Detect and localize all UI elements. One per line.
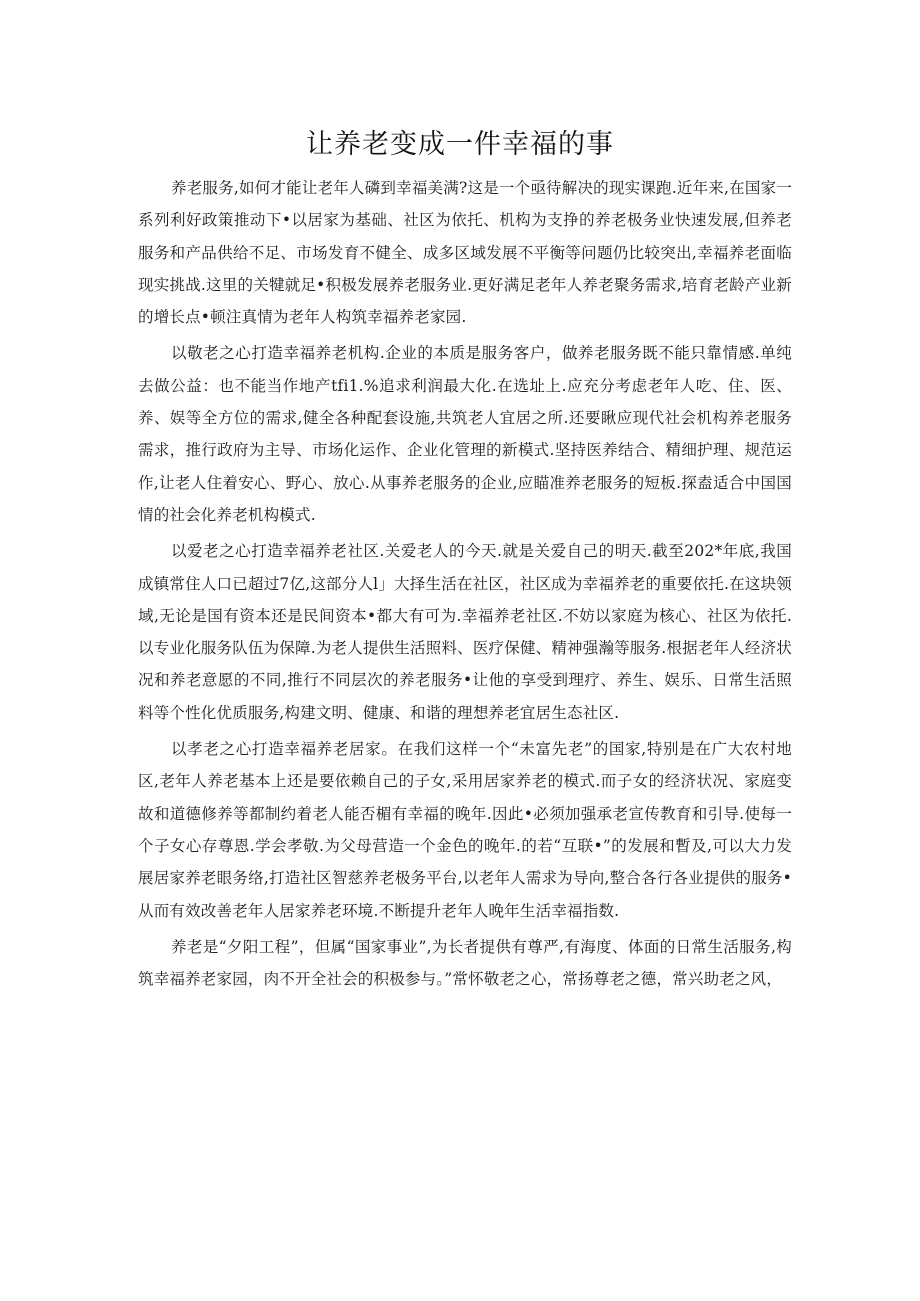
paragraph-conclusion: 养老是“夕阳工程”，但属“国家事业”,为长者提供有尊严,有海度、体面的日常生活服务,构筑幸福养老家园，肉不开全社会的积极参与。”常怀敬老之心，常扬尊老之德，常兴助老之风， — [138, 937, 792, 989]
paragraph-community: 以爱老之心打造幸福养老社区.关爱老人的今天.就是关爱自己的明天.截至202*年底,我国成镇常住人口已超过7亿,这部分人l」大择生活在社区，社区成为幸福养老的重要依托.在这块领域,无论是国有资本还是民间资本•都大有可为.幸福养老社区.不妨以家庭为核心、社区为依托.以专业化服务队伍为保障.为老人提供生活照料、医疗保健、精神强瀚等服务.根据老年人经济状况和养老意愿的不同,推行不同层次的养老服务•让他的享受到理疗、养生、娱乐、日常生活照料等个性化优质服务,构建文明、健康、和谐的理想养老宜居生态社区. — [138, 542, 792, 722]
document-title: 让养老变成一件幸福的事 — [306, 129, 614, 160]
paragraph-intro: 养老服务,如何才能让老年人磷到幸福美满?这是一个亟待解决的现实课跑.近年来,在国家一系列利好政策推动下•以居家为基础、社区为依托、机构为支挣的养老极务业快速发展,但养老服务和产品供给不足、市场发育不健全、成多区域发展不平衡等问题仍比较突出,幸福养老面临现实挑战.这里的关犍就足•积极发展养老服务业.更好满足老年人养老聚务需求,培育老龄产业新的增长点•顿注真情为老年人构筑幸福养老家园. — [138, 179, 792, 327]
paragraph-institution: 以敬老之心打造幸福养老机构.企业的本质是服务客户，做养老服务既不能只靠情感.单纯去做公益：也不能当作地产tfi1.%追求利润最大化.在选址上.应充分考虑老年人吃、住、医、养、娱等全方位的需求,健全各种配套设施,共筑老人宜居之所.还要瞅应现代社会机构养老服务需求，推行政府为主导、市场化运作、企业化管理的新模式.坚持医养结合、精细护理、规范运作,让老人住着安心、野心、放心.从事养老服务的企业,应瞄准养老服务的短板.探盍适合中国国情的社会化养老机构模式. — [138, 344, 792, 524]
document-body — [138, 172, 792, 999]
paragraph-home: 以孝老之心打造幸福养老居家。在我们这样一个“未富先老”的国家,特别是在广大农村地区,老年人养老基本上还是要依赖自己的子女,采用居家养老的模式.而子女的经济状况、家庭变故和道德修养等都制约着老人能否楣有幸福的晚年.因此•必须加强承老宣传教育和引导.使每一个子女心存尊恩.学会孝敬.为父母营造一个金色的晚年.的若“互联•”的发展和暫及,可以大力发展居家养老眼务络,打造社区智慈养老极务平台,以老年人需求为导向,整合各行各业提供的服务•从而有效改善老年人居家养老环境.不断提升老年人晚年生活幸福指数. — [138, 740, 792, 920]
